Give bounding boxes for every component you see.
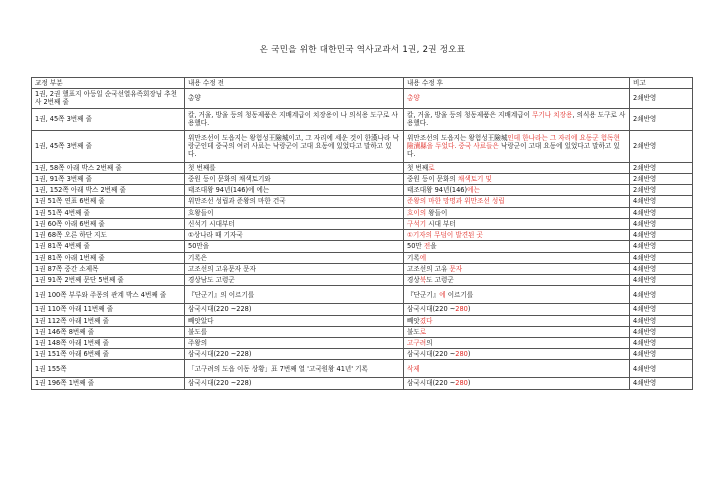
- cell-after: [404, 162, 630, 173]
- corrected-text: 에: [439, 290, 446, 299]
- cell-after: [404, 173, 630, 184]
- unchanged-text: 도 고령군: [426, 276, 454, 285]
- cell-location: 1권 155쪽: [32, 360, 185, 378]
- unchanged-text: 삼국시대(220 ~: [407, 350, 456, 359]
- unchanged-text: 시대 부터: [426, 219, 456, 228]
- cell-note: 4쇄반영: [630, 337, 693, 348]
- corrected-text: 인데 한나라는 그 자리에 요동군 험독현險瀆縣을 두었다. 중국 사료들은: [407, 133, 620, 151]
- cell-location: 1권 146쪽 8번째 줄: [32, 326, 185, 337]
- cell-location: 1권 51쪽 4번째 줄: [32, 207, 185, 218]
- cell-note: 2쇄반영: [630, 130, 693, 162]
- cell-before: 50만을: [185, 241, 404, 252]
- header-before: 내용 수정 전: [185, 78, 404, 89]
- cell-before: 주왕의: [185, 337, 404, 348]
- unchanged-text: 50만: [407, 242, 424, 251]
- table-row: [32, 130, 693, 162]
- cell-note: 4쇄반영: [630, 360, 693, 378]
- cell-after: [404, 185, 630, 196]
- table-row: [32, 218, 693, 229]
- cell-before: 태조대왕 94년(146)에 에는: [185, 185, 404, 196]
- table-row: [32, 286, 693, 304]
- cell-before: 「고구려의 도읍 이동 상황」표 7번째 열 '고국원왕 41년' 기록: [185, 360, 404, 378]
- cell-note: 4쇄반영: [630, 326, 693, 337]
- unchanged-text: 첫 번째: [407, 163, 429, 172]
- cell-note: 4쇄반영: [630, 263, 693, 274]
- cell-after: [404, 349, 630, 360]
- errata-table: [31, 77, 693, 390]
- table-row: [32, 263, 693, 274]
- cell-note: 2쇄반영: [630, 185, 693, 196]
- cell-after: [404, 275, 630, 286]
- cell-before: 흐왕들이: [185, 207, 404, 218]
- cell-after: [404, 252, 630, 263]
- cell-location: 1권 51쪽 연표 6번째 줄: [32, 196, 185, 207]
- cell-after: [404, 230, 630, 241]
- errata-body: [32, 89, 693, 389]
- cell-after: [404, 108, 630, 130]
- cell-after: [404, 286, 630, 304]
- cell-after: [404, 263, 630, 274]
- cell-before: 중원 등이 문화의 채색토기와: [185, 173, 404, 184]
- cell-before: 경상남도 고령군: [185, 275, 404, 286]
- table-row: [32, 337, 693, 348]
- cell-note: 4쇄반영: [630, 218, 693, 229]
- cell-after: [404, 130, 630, 162]
- cell-note: 4쇄반영: [630, 241, 693, 252]
- unchanged-text: 왕들이: [426, 208, 448, 217]
- unchanged-text: 낙랑군이 고대 요동에 있었다고 말하고 있다.: [407, 142, 620, 159]
- table-row: [32, 252, 693, 263]
- cell-location: 1권 151쪽 아래 6번째 줄: [32, 349, 185, 360]
- corrected-text: 준왕의 마한 망명과 위만조선 성립: [407, 197, 505, 206]
- cell-before: 위만조선 성립과 준왕의 마한 건국: [185, 196, 404, 207]
- cell-note: 2쇄반영: [630, 89, 693, 108]
- cell-after: [404, 315, 630, 326]
- table-row: [32, 304, 693, 315]
- cell-after: [404, 196, 630, 207]
- corrected-text: 280: [455, 350, 468, 359]
- unchanged-text: ): [467, 350, 471, 359]
- cell-before: 위만조선이 도읍지는 왕험성王險城이고, 그 자리에 세운 것이 한漢나라 낙랑군인데 중국의 여러 사료는 낙랑군이 고대 요동에 있었다고 말하고 있다.: [185, 130, 404, 162]
- cell-location: 1권, 58쪽 아래 박스 2번째 줄: [32, 162, 185, 173]
- corrected-text: 삭제: [407, 364, 420, 373]
- table-row: [32, 230, 693, 241]
- cell-location: 1권 196쪽 1번째 줄: [32, 378, 185, 389]
- table-row: [32, 162, 693, 173]
- cell-note: 4쇄반영: [630, 196, 693, 207]
- corrected-text: 구석기: [407, 219, 427, 228]
- cell-note: 4쇄반영: [630, 378, 693, 389]
- unchanged-text: 이르기를: [445, 290, 474, 299]
- table-row: [32, 108, 693, 130]
- cell-location: 1권, 2권 했표지 아등일 순국선열유족회장님 추천사 2번째 줄: [32, 89, 185, 108]
- unchanged-text: ): [467, 305, 471, 314]
- header-note: 비고: [630, 78, 693, 89]
- cell-note: 4쇄반영: [630, 315, 693, 326]
- cell-location: 1권 81쪽 아래 1번째 줄: [32, 252, 185, 263]
- unchanged-text: 삼국시대(220 ~: [407, 305, 456, 314]
- cell-location: 1권 91쪽 2번째 문단 5번째 줄: [32, 275, 185, 286]
- cell-location: 1권 60쪽 아래 6번째 줄: [32, 218, 185, 229]
- corrected-text: 문자: [449, 264, 463, 273]
- cell-note: 4쇄반영: [630, 207, 693, 218]
- table-row: [32, 326, 693, 337]
- table-row: [32, 185, 693, 196]
- unchanged-text: 『단군기』: [407, 290, 440, 299]
- corrected-text: 겼다: [419, 316, 433, 325]
- corrected-text: 흐이의: [407, 208, 427, 217]
- table-row: [32, 89, 693, 108]
- cell-location: 1권 110쪽 아래 11번째 줄: [32, 304, 185, 315]
- corrected-text: 에: [419, 253, 427, 262]
- cell-after: [404, 304, 630, 315]
- cell-note: 4쇄반영: [630, 349, 693, 360]
- table-row: [32, 173, 693, 184]
- cell-before: 삼국시대(220 ~228): [185, 378, 404, 389]
- table-row: [32, 349, 693, 360]
- unchanged-text: 칼, 거울, 방울 등의 청동제품은 지배계급이: [407, 110, 533, 119]
- table-row: [32, 315, 693, 326]
- table-header-row: [32, 78, 693, 89]
- unchanged-text: 을: [430, 242, 437, 251]
- corrected-text: 280: [455, 305, 468, 314]
- cell-after: [404, 360, 630, 378]
- corrected-text: 총양: [407, 94, 420, 103]
- cell-location: 1권, 152쪽 아래 박스 2번째 줄: [32, 185, 185, 196]
- corrected-text: 로: [428, 163, 435, 172]
- cell-note: 2쇄반영: [630, 173, 693, 184]
- cell-after: [404, 378, 630, 389]
- unchanged-text: 삼국시대(220 ~: [407, 379, 456, 388]
- unchanged-text: 경상: [407, 276, 420, 285]
- cell-note: 4쇄반영: [630, 286, 693, 304]
- corrected-text: 에는: [467, 186, 480, 195]
- unchanged-text: 기록: [407, 253, 420, 262]
- cell-location: 1권 68쪽 오른 하단 지도: [32, 230, 185, 241]
- corrected-text: 로: [419, 327, 427, 336]
- corrected-text: 무기나 치장용: [532, 110, 573, 119]
- cell-before: 신석기 시대부터: [185, 218, 404, 229]
- cell-after: [404, 326, 630, 337]
- cell-before: 고조선의 고유문자 문자: [185, 263, 404, 274]
- table-row: [32, 196, 693, 207]
- cell-location: 1권, 45쪽 3번째 줄: [32, 130, 185, 162]
- cell-location: 1권 148쪽 아래 1번째 줄: [32, 337, 185, 348]
- cell-before: 칼, 거울, 방울 등의 청동제품은 지배계급이 치장용이 나 의식용 도구로 사용했다.: [185, 108, 404, 130]
- cell-location: 1권 81쪽 4번째 줄: [32, 241, 185, 252]
- cell-note: 4쇄반영: [630, 275, 693, 286]
- cell-location: 1권, 45쪽 3번째 줄: [32, 108, 185, 130]
- cell-before: ①상나라 때 기자국: [185, 230, 404, 241]
- corrected-text: ①기자의 무덤이 발견된 곳: [407, 231, 483, 240]
- cell-note: 4쇄반영: [630, 304, 693, 315]
- cell-after: [404, 207, 630, 218]
- cell-before: 기록은: [185, 252, 404, 263]
- cell-after: [404, 218, 630, 229]
- cell-location: 1권 87쪽 중간 소제목: [32, 263, 185, 274]
- header-after: 내용 수정 후: [404, 78, 630, 89]
- cell-note: 2쇄반영: [630, 162, 693, 173]
- cell-before: 삼국시대(220 ~228): [185, 349, 404, 360]
- unchanged-text: 위만조선의 도읍지는 왕험성王險城: [407, 133, 508, 142]
- unchanged-text: 중원 등이 문화의: [407, 174, 458, 183]
- cell-location: 1권, 91쪽 3번째 줄: [32, 173, 185, 184]
- cell-before: 불도를: [185, 326, 404, 337]
- cell-location: 1권 112쪽 아래 1번째 줄: [32, 315, 185, 326]
- unchanged-text: ): [467, 379, 471, 388]
- unchanged-text: 고조선의 고유: [407, 264, 450, 273]
- unchanged-text: 의: [426, 338, 433, 347]
- cell-before: 『단군기』의 이르기를: [185, 286, 404, 304]
- cell-after: [404, 89, 630, 108]
- cell-after: [404, 337, 630, 348]
- unchanged-text: , 의식용 도구로 사용했다.: [407, 110, 626, 128]
- cell-before: 총양: [185, 89, 404, 108]
- corrected-text: 전: [423, 242, 431, 251]
- cell-before: 삼국시대(220 ~228): [185, 304, 404, 315]
- cell-before: 첫 번째를: [185, 162, 404, 173]
- cell-location: 1권 100쪽 부루와 주몽의 관계 박스 4번째 줄: [32, 286, 185, 304]
- unchanged-text: 불도: [407, 327, 420, 336]
- table-row: [32, 275, 693, 286]
- table-row: [32, 360, 693, 378]
- unchanged-text: 빼앗: [407, 316, 420, 325]
- corrected-text: 280: [455, 379, 468, 388]
- table-row: [32, 207, 693, 218]
- corrected-text: 북: [419, 276, 427, 285]
- cell-note: 2쇄반영: [630, 108, 693, 130]
- table-row: [32, 378, 693, 389]
- cell-note: 4쇄반영: [630, 252, 693, 263]
- cell-note: 4쇄반영: [630, 230, 693, 241]
- unchanged-text: 태조대왕 94년(146): [407, 186, 468, 195]
- corrected-text: 채색토기 및: [457, 174, 492, 183]
- corrected-text: 고구려: [407, 338, 427, 347]
- cell-after: [404, 241, 630, 252]
- document-title: 온 국민을 위한 대한민국 역사교과서 1권, 2권 정오표: [259, 45, 466, 55]
- header-location: 교정 부분: [32, 78, 185, 89]
- cell-before: 빼앗았다: [185, 315, 404, 326]
- table-row: [32, 241, 693, 252]
